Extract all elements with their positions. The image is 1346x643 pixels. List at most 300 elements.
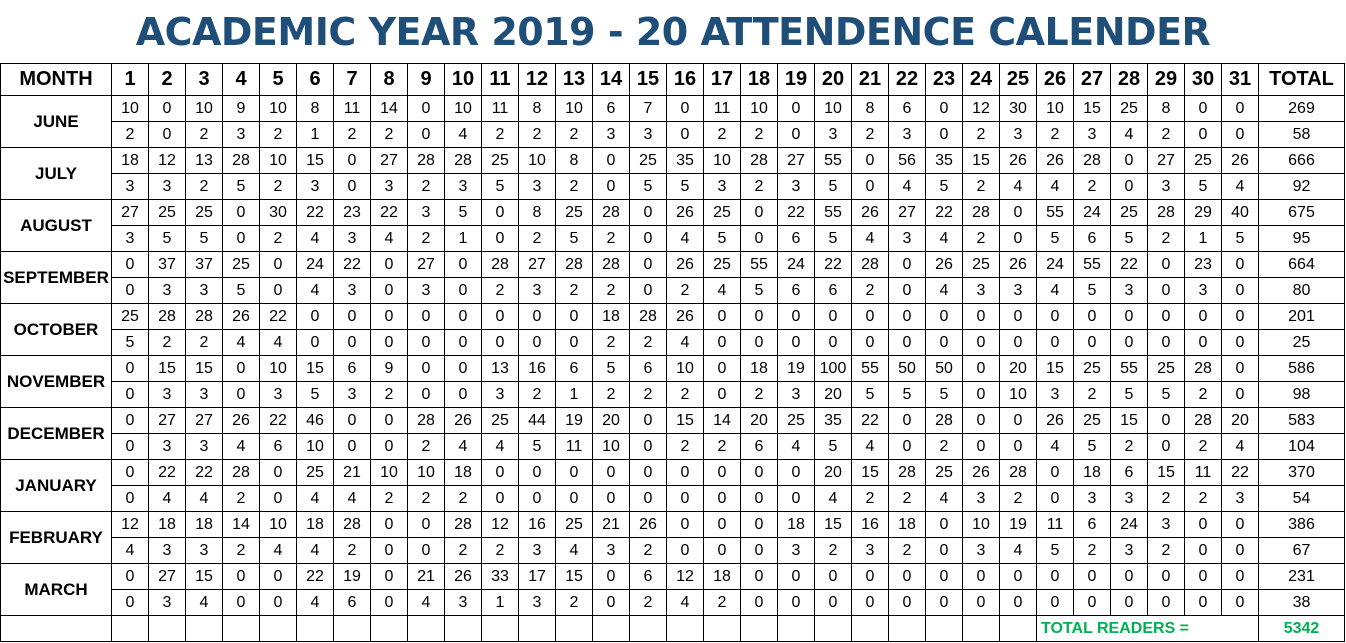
attendance-cell: 55 [1037, 200, 1074, 226]
day-header: 10 [445, 64, 482, 96]
attendance-cell: 2 [112, 122, 149, 148]
attendance-cell: 5 [889, 382, 926, 408]
blank-cell [1000, 616, 1037, 642]
day-header: 27 [1074, 64, 1111, 96]
month-label: MARCH [1, 564, 112, 616]
attendance-cell: 27 [889, 200, 926, 226]
table-row [1, 538, 1345, 564]
attendance-cell: 0 [593, 564, 630, 590]
attendance-cell: 4 [1222, 434, 1259, 460]
attendance-cell: 0 [852, 174, 889, 200]
attendance-cell: 2 [556, 590, 593, 616]
attendance-cell: 0 [112, 434, 149, 460]
attendance-cell: 4 [667, 590, 704, 616]
attendance-cell: 26 [1037, 148, 1074, 174]
attendance-cell: 0 [1000, 226, 1037, 252]
attendance-cell: 10 [593, 434, 630, 460]
attendance-cell: 2 [482, 122, 519, 148]
attendance-cell: 0 [112, 590, 149, 616]
attendance-cell: 26 [1222, 148, 1259, 174]
attendance-cell: 18 [593, 304, 630, 330]
attendance-cell: 23 [334, 200, 371, 226]
attendance-cell: 0 [1000, 200, 1037, 226]
attendance-cell: 4 [297, 538, 334, 564]
attendance-cell: 2 [852, 486, 889, 512]
attendance-cell: 5 [556, 226, 593, 252]
blank-cell [519, 616, 556, 642]
attendance-cell: 9 [223, 96, 260, 122]
attendance-cell: 0 [260, 486, 297, 512]
attendance-cell: 2 [852, 122, 889, 148]
attendance-cell: 5 [852, 382, 889, 408]
day-header: 5 [260, 64, 297, 96]
attendance-cell: 2 [1148, 226, 1185, 252]
attendance-cell: 2 [889, 538, 926, 564]
row-total: 95 [1259, 226, 1345, 252]
attendance-cell: 0 [371, 538, 408, 564]
blank-cell [704, 616, 741, 642]
attendance-cell: 0 [445, 330, 482, 356]
attendance-cell: 56 [889, 148, 926, 174]
attendance-cell: 4 [1000, 174, 1037, 200]
table-row [1, 382, 1345, 408]
attendance-cell: 0 [112, 278, 149, 304]
attendance-cell: 5 [223, 278, 260, 304]
attendance-cell: 15 [186, 564, 223, 590]
attendance-cell: 2 [593, 278, 630, 304]
attendance-cell: 0 [1074, 304, 1111, 330]
blank-cell [556, 616, 593, 642]
attendance-cell: 6 [889, 96, 926, 122]
attendance-cell: 25 [1111, 96, 1148, 122]
attendance-cell: 4 [556, 538, 593, 564]
attendance-cell: 2 [704, 434, 741, 460]
attendance-cell: 3 [1074, 122, 1111, 148]
attendance-cell: 3 [1037, 382, 1074, 408]
attendance-cell: 26 [445, 408, 482, 434]
attendance-cell: 4 [297, 486, 334, 512]
attendance-cell: 0 [519, 460, 556, 486]
month-header: MONTH [1, 64, 112, 96]
day-header: 9 [408, 64, 445, 96]
attendance-cell: 10 [704, 148, 741, 174]
attendance-cell: 25 [1074, 408, 1111, 434]
day-header: 14 [593, 64, 630, 96]
attendance-cell: 28 [445, 512, 482, 538]
row-total: 98 [1259, 382, 1345, 408]
attendance-cell: 8 [556, 148, 593, 174]
attendance-cell: 21 [408, 564, 445, 590]
attendance-cell: 18 [149, 512, 186, 538]
attendance-cell: 4 [260, 330, 297, 356]
attendance-cell: 29 [1185, 200, 1222, 226]
attendance-cell: 0 [963, 330, 1000, 356]
blank-cell [889, 616, 926, 642]
attendance-cell: 15 [186, 356, 223, 382]
attendance-cell: 0 [1111, 304, 1148, 330]
attendance-cell: 2 [593, 226, 630, 252]
attendance-cell: 30 [260, 200, 297, 226]
attendance-cell: 0 [482, 304, 519, 330]
attendance-cell: 5 [926, 174, 963, 200]
attendance-cell: 0 [815, 564, 852, 590]
day-header: 24 [963, 64, 1000, 96]
attendance-cell: 0 [778, 122, 815, 148]
table-body [1, 96, 1345, 642]
day-header: 19 [778, 64, 815, 96]
attendance-cell: 24 [1111, 512, 1148, 538]
blank-cell [186, 616, 223, 642]
blank-cell [482, 616, 519, 642]
attendance-cell: 27 [149, 564, 186, 590]
blank-cell [223, 616, 260, 642]
attendance-cell: 28 [556, 252, 593, 278]
attendance-cell: 6 [815, 278, 852, 304]
attendance-cell: 0 [926, 304, 963, 330]
attendance-cell: 0 [630, 460, 667, 486]
table-row [1, 564, 1345, 590]
attendance-cell: 22 [371, 200, 408, 226]
attendance-cell: 4 [223, 330, 260, 356]
total-readers-value: 5342 [1259, 616, 1345, 642]
attendance-cell: 25 [186, 200, 223, 226]
attendance-cell: 0 [741, 330, 778, 356]
attendance-cell: 8 [519, 200, 556, 226]
attendance-cell: 6 [1074, 226, 1111, 252]
attendance-cell: 0 [1185, 304, 1222, 330]
attendance-cell: 2 [1185, 434, 1222, 460]
month-label: FEBRUARY [1, 512, 112, 564]
attendance-cell: 22 [260, 304, 297, 330]
attendance-cell: 0 [1222, 122, 1259, 148]
attendance-cell: 26 [445, 564, 482, 590]
attendance-cell: 14 [704, 408, 741, 434]
attendance-cell: 28 [186, 304, 223, 330]
attendance-cell: 4 [186, 486, 223, 512]
attendance-cell: 0 [334, 148, 371, 174]
attendance-cell: 55 [815, 200, 852, 226]
attendance-cell: 5 [926, 382, 963, 408]
table-row [1, 356, 1345, 382]
month-label: JULY [1, 148, 112, 200]
attendance-cell: 0 [704, 356, 741, 382]
attendance-cell: 0 [1000, 330, 1037, 356]
attendance-cell: 0 [260, 590, 297, 616]
row-total: 386 [1259, 512, 1345, 538]
attendance-cell: 22 [778, 200, 815, 226]
attendance-cell: 2 [963, 122, 1000, 148]
attendance-cell: 25 [297, 460, 334, 486]
attendance-cell: 19 [1000, 512, 1037, 538]
attendance-cell: 0 [1222, 512, 1259, 538]
attendance-cell: 3 [445, 590, 482, 616]
attendance-cell: 3 [593, 122, 630, 148]
attendance-cell: 22 [260, 408, 297, 434]
attendance-cell: 18 [778, 512, 815, 538]
attendance-cell: 0 [778, 304, 815, 330]
attendance-cell: 28 [223, 460, 260, 486]
attendance-cell: 6 [556, 356, 593, 382]
row-total: 92 [1259, 174, 1345, 200]
day-header: 11 [482, 64, 519, 96]
attendance-cell: 19 [334, 564, 371, 590]
attendance-cell: 10 [815, 96, 852, 122]
attendance-cell: 18 [297, 512, 334, 538]
attendance-cell: 3 [112, 174, 149, 200]
day-header: 20 [815, 64, 852, 96]
attendance-cell: 0 [482, 226, 519, 252]
attendance-cell: 2 [630, 330, 667, 356]
attendance-cell: 0 [593, 460, 630, 486]
attendance-cell: 0 [482, 330, 519, 356]
attendance-cell: 0 [926, 122, 963, 148]
attendance-cell: 25 [112, 304, 149, 330]
attendance-cell: 12 [482, 512, 519, 538]
attendance-cell: 0 [445, 356, 482, 382]
attendance-cell: 5 [186, 226, 223, 252]
attendance-cell: 0 [630, 252, 667, 278]
attendance-cell: 28 [445, 148, 482, 174]
attendance-cell: 2 [1074, 538, 1111, 564]
attendance-cell: 3 [149, 382, 186, 408]
attendance-cell: 2 [704, 122, 741, 148]
attendance-cell: 5 [704, 226, 741, 252]
attendance-cell: 0 [667, 538, 704, 564]
attendance-cell: 4 [149, 486, 186, 512]
table-row [1, 304, 1345, 330]
attendance-cell: 4 [297, 590, 334, 616]
attendance-cell: 28 [1000, 460, 1037, 486]
attendance-cell: 0 [852, 304, 889, 330]
attendance-cell: 4 [667, 226, 704, 252]
attendance-cell: 30 [1000, 96, 1037, 122]
attendance-cell: 5 [445, 200, 482, 226]
attendance-cell: 0 [1111, 330, 1148, 356]
attendance-cell: 1 [556, 382, 593, 408]
attendance-cell: 4 [704, 278, 741, 304]
attendance-cell: 0 [778, 96, 815, 122]
table-row [1, 330, 1345, 356]
attendance-cell: 27 [778, 148, 815, 174]
attendance-cell: 5 [815, 226, 852, 252]
attendance-cell: 12 [112, 512, 149, 538]
attendance-cell: 0 [815, 590, 852, 616]
attendance-cell: 27 [186, 408, 223, 434]
attendance-cell: 26 [667, 304, 704, 330]
attendance-cell: 2 [556, 278, 593, 304]
attendance-cell: 2 [149, 330, 186, 356]
attendance-cell: 0 [926, 512, 963, 538]
attendance-cell: 0 [408, 382, 445, 408]
attendance-cell: 10 [112, 96, 149, 122]
attendance-cell: 2 [1148, 122, 1185, 148]
attendance-cell: 2 [260, 174, 297, 200]
attendance-cell: 2 [1148, 486, 1185, 512]
footer-row [1, 616, 1345, 642]
attendance-cell: 4 [1037, 278, 1074, 304]
attendance-cell: 20 [741, 408, 778, 434]
month-label: JANUARY [1, 460, 112, 512]
row-total: 586 [1259, 356, 1345, 382]
attendance-cell: 3 [112, 226, 149, 252]
attendance-cell: 2 [519, 382, 556, 408]
attendance-cell: 28 [334, 512, 371, 538]
attendance-cell: 10 [408, 460, 445, 486]
attendance-cell: 24 [297, 252, 334, 278]
attendance-cell: 22 [1222, 460, 1259, 486]
attendance-cell: 3 [778, 382, 815, 408]
attendance-cell: 5 [1185, 174, 1222, 200]
attendance-cell: 0 [963, 356, 1000, 382]
day-header: 22 [889, 64, 926, 96]
attendance-cell: 28 [149, 304, 186, 330]
attendance-cell: 3 [186, 434, 223, 460]
attendance-cell: 7 [630, 96, 667, 122]
attendance-cell: 4 [445, 122, 482, 148]
attendance-cell: 0 [260, 564, 297, 590]
attendance-cell: 2 [556, 122, 593, 148]
day-header: 12 [519, 64, 556, 96]
attendance-cell: 0 [1185, 330, 1222, 356]
attendance-cell: 28 [889, 460, 926, 486]
attendance-cell: 28 [1185, 408, 1222, 434]
table-row [1, 408, 1345, 434]
attendance-cell: 28 [1148, 200, 1185, 226]
attendance-cell: 0 [1000, 408, 1037, 434]
attendance-cell: 3 [889, 122, 926, 148]
attendance-cell: 18 [445, 460, 482, 486]
attendance-cell: 0 [704, 512, 741, 538]
attendance-cell: 2 [482, 538, 519, 564]
attendance-cell: 16 [519, 356, 556, 382]
attendance-cell: 5 [1148, 382, 1185, 408]
attendance-cell: 5 [1111, 382, 1148, 408]
attendance-cell: 0 [1148, 564, 1185, 590]
attendance-cell: 27 [149, 408, 186, 434]
attendance-cell: 0 [704, 330, 741, 356]
day-header: 29 [1148, 64, 1185, 96]
attendance-cell: 25 [704, 252, 741, 278]
blank-cell [963, 616, 1000, 642]
attendance-cell: 37 [186, 252, 223, 278]
attendance-cell: 3 [1111, 538, 1148, 564]
attendance-cell: 4 [1037, 434, 1074, 460]
attendance-cell: 35 [815, 408, 852, 434]
day-header: 21 [852, 64, 889, 96]
blank-cell [297, 616, 334, 642]
row-total: 58 [1259, 122, 1345, 148]
attendance-cell: 0 [445, 278, 482, 304]
attendance-cell: 10 [519, 148, 556, 174]
table-row [1, 590, 1345, 616]
blank-cell [149, 616, 186, 642]
day-header: 6 [297, 64, 334, 96]
attendance-cell: 0 [482, 486, 519, 512]
attendance-cell: 0 [889, 278, 926, 304]
attendance-cell: 6 [1111, 460, 1148, 486]
attendance-cell: 2 [630, 590, 667, 616]
blank-cell [334, 616, 371, 642]
attendance-cell: 12 [963, 96, 1000, 122]
attendance-cell: 55 [1111, 356, 1148, 382]
attendance-cell: 3 [704, 174, 741, 200]
attendance-cell: 0 [630, 408, 667, 434]
attendance-cell: 26 [630, 512, 667, 538]
attendance-cell: 0 [1148, 408, 1185, 434]
attendance-cell: 0 [963, 564, 1000, 590]
attendance-cell: 6 [260, 434, 297, 460]
attendance-cell: 4 [852, 434, 889, 460]
blank-cell [630, 616, 667, 642]
attendance-cell: 25 [482, 148, 519, 174]
table-row [1, 122, 1345, 148]
attendance-cell: 50 [889, 356, 926, 382]
attendance-cell: 3 [408, 200, 445, 226]
attendance-cell: 2 [519, 226, 556, 252]
attendance-cell: 0 [297, 304, 334, 330]
month-label: NOVEMBER [1, 356, 112, 408]
attendance-cell: 25 [963, 252, 1000, 278]
row-total: 201 [1259, 304, 1345, 330]
attendance-cell: 3 [297, 174, 334, 200]
attendance-cell: 5 [1074, 278, 1111, 304]
attendance-cell: 15 [149, 356, 186, 382]
attendance-cell: 2 [1074, 174, 1111, 200]
attendance-cell: 2 [741, 122, 778, 148]
attendance-cell: 0 [667, 512, 704, 538]
total-readers-label: TOTAL READERS = [1037, 616, 1259, 642]
attendance-cell: 26 [667, 200, 704, 226]
day-header: 18 [741, 64, 778, 96]
attendance-cell: 0 [334, 408, 371, 434]
attendance-cell: 14 [223, 512, 260, 538]
attendance-cell: 0 [445, 252, 482, 278]
attendance-cell: 10 [186, 96, 223, 122]
row-total: 664 [1259, 252, 1345, 278]
attendance-cell: 15 [556, 564, 593, 590]
attendance-cell: 22 [186, 460, 223, 486]
attendance-cell: 8 [297, 96, 334, 122]
attendance-cell: 0 [593, 174, 630, 200]
attendance-cell: 0 [408, 512, 445, 538]
attendance-cell: 0 [260, 252, 297, 278]
attendance-cell: 16 [852, 512, 889, 538]
attendance-cell: 4 [334, 486, 371, 512]
attendance-cell: 28 [963, 200, 1000, 226]
attendance-cell: 3 [963, 538, 1000, 564]
attendance-cell: 24 [778, 252, 815, 278]
attendance-cell: 2 [408, 174, 445, 200]
attendance-cell: 2 [630, 382, 667, 408]
attendance-cell: 25 [1148, 356, 1185, 382]
attendance-cell: 0 [889, 408, 926, 434]
attendance-cell: 0 [149, 122, 186, 148]
attendance-cell: 0 [852, 590, 889, 616]
attendance-cell: 0 [1111, 590, 1148, 616]
attendance-cell: 4 [889, 174, 926, 200]
blank-cell [741, 616, 778, 642]
attendance-cell: 6 [593, 96, 630, 122]
attendance-cell: 22 [297, 200, 334, 226]
attendance-cell: 4 [371, 226, 408, 252]
blank-cell [112, 616, 149, 642]
attendance-cell: 0 [1000, 304, 1037, 330]
attendance-cell: 0 [667, 122, 704, 148]
attendance-cell: 4 [297, 278, 334, 304]
attendance-cell: 5 [149, 226, 186, 252]
attendance-cell: 28 [926, 408, 963, 434]
attendance-cell: 28 [223, 148, 260, 174]
